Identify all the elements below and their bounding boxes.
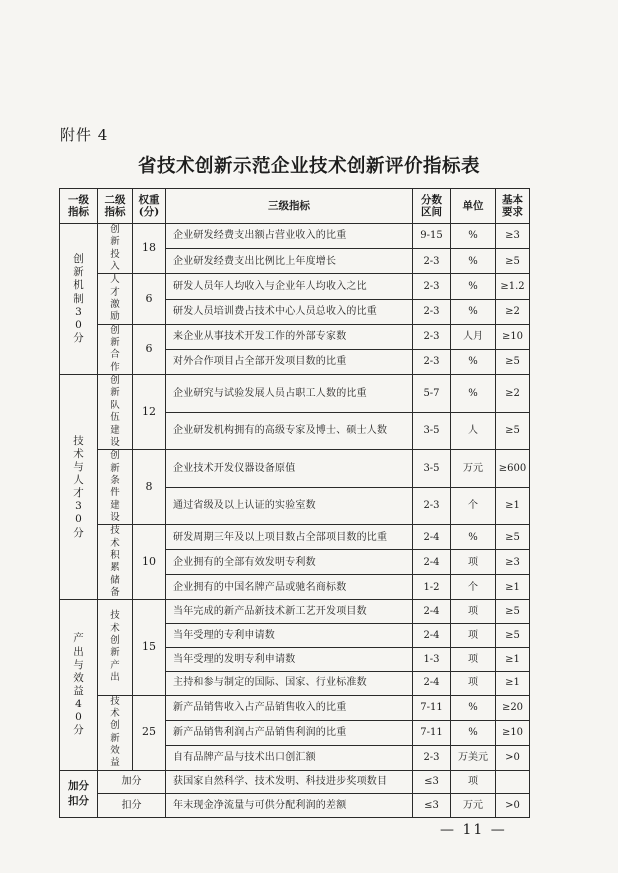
- level2-label: 创新投入: [110, 224, 120, 273]
- level1-label: 创新机制30分: [73, 253, 84, 344]
- requirement-cell: ≥1: [496, 647, 530, 671]
- header-level2: 二级 指标: [98, 189, 133, 224]
- weight-cell: 10: [133, 525, 166, 600]
- level1-cell: [60, 375, 98, 600]
- score-range-cell: 2-3: [413, 299, 451, 324]
- unit-cell: 项: [451, 550, 496, 575]
- indicator-cell: 当年受理的专利申请数: [166, 624, 413, 648]
- weight-cell: 6: [133, 274, 166, 324]
- score-range-cell: 2-3: [413, 349, 451, 374]
- table-row: [60, 450, 530, 488]
- table-row: [60, 770, 530, 794]
- score-range-cell: 2-4: [413, 550, 451, 575]
- requirement-cell: >0: [496, 794, 530, 818]
- requirement-cell: ≥5: [496, 249, 530, 274]
- level2-label: 技术创新效益: [110, 695, 120, 769]
- weight-cell: 25: [133, 695, 166, 770]
- indicator-cell: 企业研发经费支出额占营业收入的比重: [166, 224, 413, 249]
- level2-cell: [98, 600, 133, 695]
- level1-label: 产出与效益40分: [73, 632, 84, 737]
- unit-cell: 项: [451, 671, 496, 695]
- requirement-cell: ≥5: [496, 600, 530, 624]
- header-level1: 一级 指标: [60, 189, 98, 224]
- requirement-cell: ≥10: [496, 720, 530, 745]
- score-range-cell: 7-11: [413, 695, 451, 720]
- requirement-cell: >0: [496, 745, 530, 770]
- unit-cell: 人月: [451, 324, 496, 349]
- score-range-cell: 2-3: [413, 487, 451, 525]
- requirement-cell: ≥3: [496, 550, 530, 575]
- level2-label: 创新条件建设: [110, 450, 120, 523]
- indicator-cell: 新产品销售收入占产品销售收入的比重: [166, 695, 413, 720]
- level2-cell: [98, 695, 133, 770]
- table-row: [60, 274, 530, 299]
- indicator-cell: 当年受理的发明专利申请数: [166, 647, 413, 671]
- indicator-cell: 企业研发机构拥有的高级专家及博士、硕士人数: [166, 412, 413, 450]
- score-range-cell: 1-2: [413, 575, 451, 600]
- requirement-cell: ≥20: [496, 695, 530, 720]
- unit-cell: %: [451, 249, 496, 274]
- level2-label: 创新合作: [110, 324, 120, 373]
- requirement-cell: ≥600: [496, 450, 530, 488]
- unit-cell: 项: [451, 600, 496, 624]
- indicator-cell: 自有品牌产品与技术出口创汇额: [166, 745, 413, 770]
- indicator-cell: 当年完成的新产品新技术新工艺开发项目数: [166, 600, 413, 624]
- unit-cell: 万元: [451, 794, 496, 818]
- indicator-cell: 新产品销售利润占产品销售利润的比重: [166, 720, 413, 745]
- requirement-cell: ≥1: [496, 671, 530, 695]
- score-range-cell: 7-11: [413, 720, 451, 745]
- level2-label: 创新队伍建设: [110, 375, 120, 448]
- unit-cell: 万美元: [451, 745, 496, 770]
- unit-cell: 项: [451, 624, 496, 648]
- score-range-cell: 2-4: [413, 671, 451, 695]
- requirement-cell: ≥10: [496, 324, 530, 349]
- weight-cell: 18: [133, 224, 166, 274]
- unit-cell: %: [451, 695, 496, 720]
- header-requirement: 基本 要求: [496, 189, 530, 224]
- page-number: — 11 —: [440, 822, 507, 838]
- adjustment-cell: [60, 770, 98, 818]
- score-range-cell: 2-4: [413, 525, 451, 550]
- adjustment-type-cell: 扣分: [98, 794, 166, 818]
- weight-cell: 8: [133, 450, 166, 525]
- score-range-cell: 2-3: [413, 324, 451, 349]
- requirement-cell: ≥2: [496, 299, 530, 324]
- table-header-row: [60, 189, 530, 224]
- requirement-cell: ≥1.2: [496, 274, 530, 299]
- score-range-cell: 2-3: [413, 274, 451, 299]
- score-range-cell: 3-5: [413, 412, 451, 450]
- table-row: [60, 695, 530, 720]
- score-range-cell: 2-4: [413, 600, 451, 624]
- indicator-cell: 企业技术开发仪器设备原值: [166, 450, 413, 488]
- indicator-cell: 企业研究与试验发展人员占职工人数的比重: [166, 375, 413, 413]
- score-range-cell: ≤3: [413, 794, 451, 818]
- indicator-cell: 研发人员培训费占技术中心人员总收入的比重: [166, 299, 413, 324]
- header-score-range: 分数 区间: [413, 189, 451, 224]
- score-range-cell: 5-7: [413, 375, 451, 413]
- unit-cell: 人: [451, 412, 496, 450]
- header-level3: 三级指标: [166, 189, 413, 224]
- indicator-cell: 年末现金净流量与可供分配利润的差额: [166, 794, 413, 818]
- unit-cell: %: [451, 375, 496, 413]
- level2-cell: [98, 324, 133, 374]
- unit-cell: %: [451, 349, 496, 374]
- requirement-cell: ≥5: [496, 624, 530, 648]
- score-range-cell: 9-15: [413, 224, 451, 249]
- level1-label: 技术与人才30分: [73, 434, 84, 539]
- requirement-cell: ≥3: [496, 224, 530, 249]
- table-row: [60, 375, 530, 413]
- requirement-cell: ≥5: [496, 349, 530, 374]
- score-range-cell: 2-4: [413, 624, 451, 648]
- header-unit: 单位: [451, 189, 496, 224]
- indicator-cell: 对外合作项目占全部开发项目数的比重: [166, 349, 413, 374]
- unit-cell: %: [451, 525, 496, 550]
- score-range-cell: 2-3: [413, 745, 451, 770]
- requirement-cell: ≥1: [496, 575, 530, 600]
- weight-cell: 15: [133, 600, 166, 695]
- indicator-cell: 研发人员年人均收入与企业年人均收入之比: [166, 274, 413, 299]
- header-weight: 权重 (分): [133, 189, 166, 224]
- level2-cell: [98, 375, 133, 450]
- level2-cell: [98, 274, 133, 324]
- requirement-cell: ≥1: [496, 487, 530, 525]
- unit-cell: 个: [451, 575, 496, 600]
- weight-cell: 6: [133, 324, 166, 374]
- indicator-table: [59, 188, 530, 818]
- unit-cell: 万元: [451, 450, 496, 488]
- level2-label: 技术积累储备: [110, 525, 120, 598]
- score-range-cell: 3-5: [413, 450, 451, 488]
- unit-cell: 项: [451, 647, 496, 671]
- score-range-cell: 1-3: [413, 647, 451, 671]
- indicator-cell: 主持和参与制定的国际、国家、行业标准数: [166, 671, 413, 695]
- indicator-cell: 来企业从事技术开发工作的外部专家数: [166, 324, 413, 349]
- requirement-cell: [496, 770, 530, 794]
- level2-cell: [98, 525, 133, 600]
- level1-cell: [60, 224, 98, 375]
- level1-cell: [60, 600, 98, 770]
- indicator-cell: 研发周期三年及以上项目数占全部项目数的比重: [166, 525, 413, 550]
- requirement-cell: ≥5: [496, 412, 530, 450]
- indicator-cell: 企业研发经费支出比例比上年度增长: [166, 249, 413, 274]
- unit-cell: 个: [451, 487, 496, 525]
- indicator-cell: 企业拥有的中国名牌产品或驰名商标数: [166, 575, 413, 600]
- score-range-cell: 2-3: [413, 249, 451, 274]
- indicator-cell: 通过省级及以上认证的实验室数: [166, 487, 413, 525]
- table-row: [60, 324, 530, 349]
- page-title: 省技术创新示范企业技术创新评价指标表: [137, 156, 480, 177]
- score-range-cell: ≤3: [413, 770, 451, 794]
- unit-cell: %: [451, 299, 496, 324]
- indicator-cell: 企业拥有的全部有效发明专利数: [166, 550, 413, 575]
- unit-cell: %: [451, 720, 496, 745]
- table-row: [60, 600, 530, 624]
- adjustment-type-cell: 加分: [98, 770, 166, 794]
- attachment-label: 附件 4: [60, 126, 109, 144]
- unit-cell: %: [451, 224, 496, 249]
- weight-cell: 12: [133, 375, 166, 450]
- adjustment-label: 加分扣分: [67, 780, 89, 807]
- table-row: [60, 794, 530, 818]
- level2-cell: [98, 450, 133, 525]
- requirement-cell: ≥5: [496, 525, 530, 550]
- table-row: [60, 525, 530, 550]
- table-row: [60, 224, 530, 249]
- level2-label: 技术创新产出: [110, 610, 120, 684]
- requirement-cell: ≥2: [496, 375, 530, 413]
- indicator-cell: 获国家自然科学、技术发明、科技进步奖项数目: [166, 770, 413, 794]
- unit-cell: %: [451, 274, 496, 299]
- level2-cell: [98, 224, 133, 274]
- unit-cell: 项: [451, 770, 496, 794]
- level2-label: 人才激励: [110, 274, 120, 323]
